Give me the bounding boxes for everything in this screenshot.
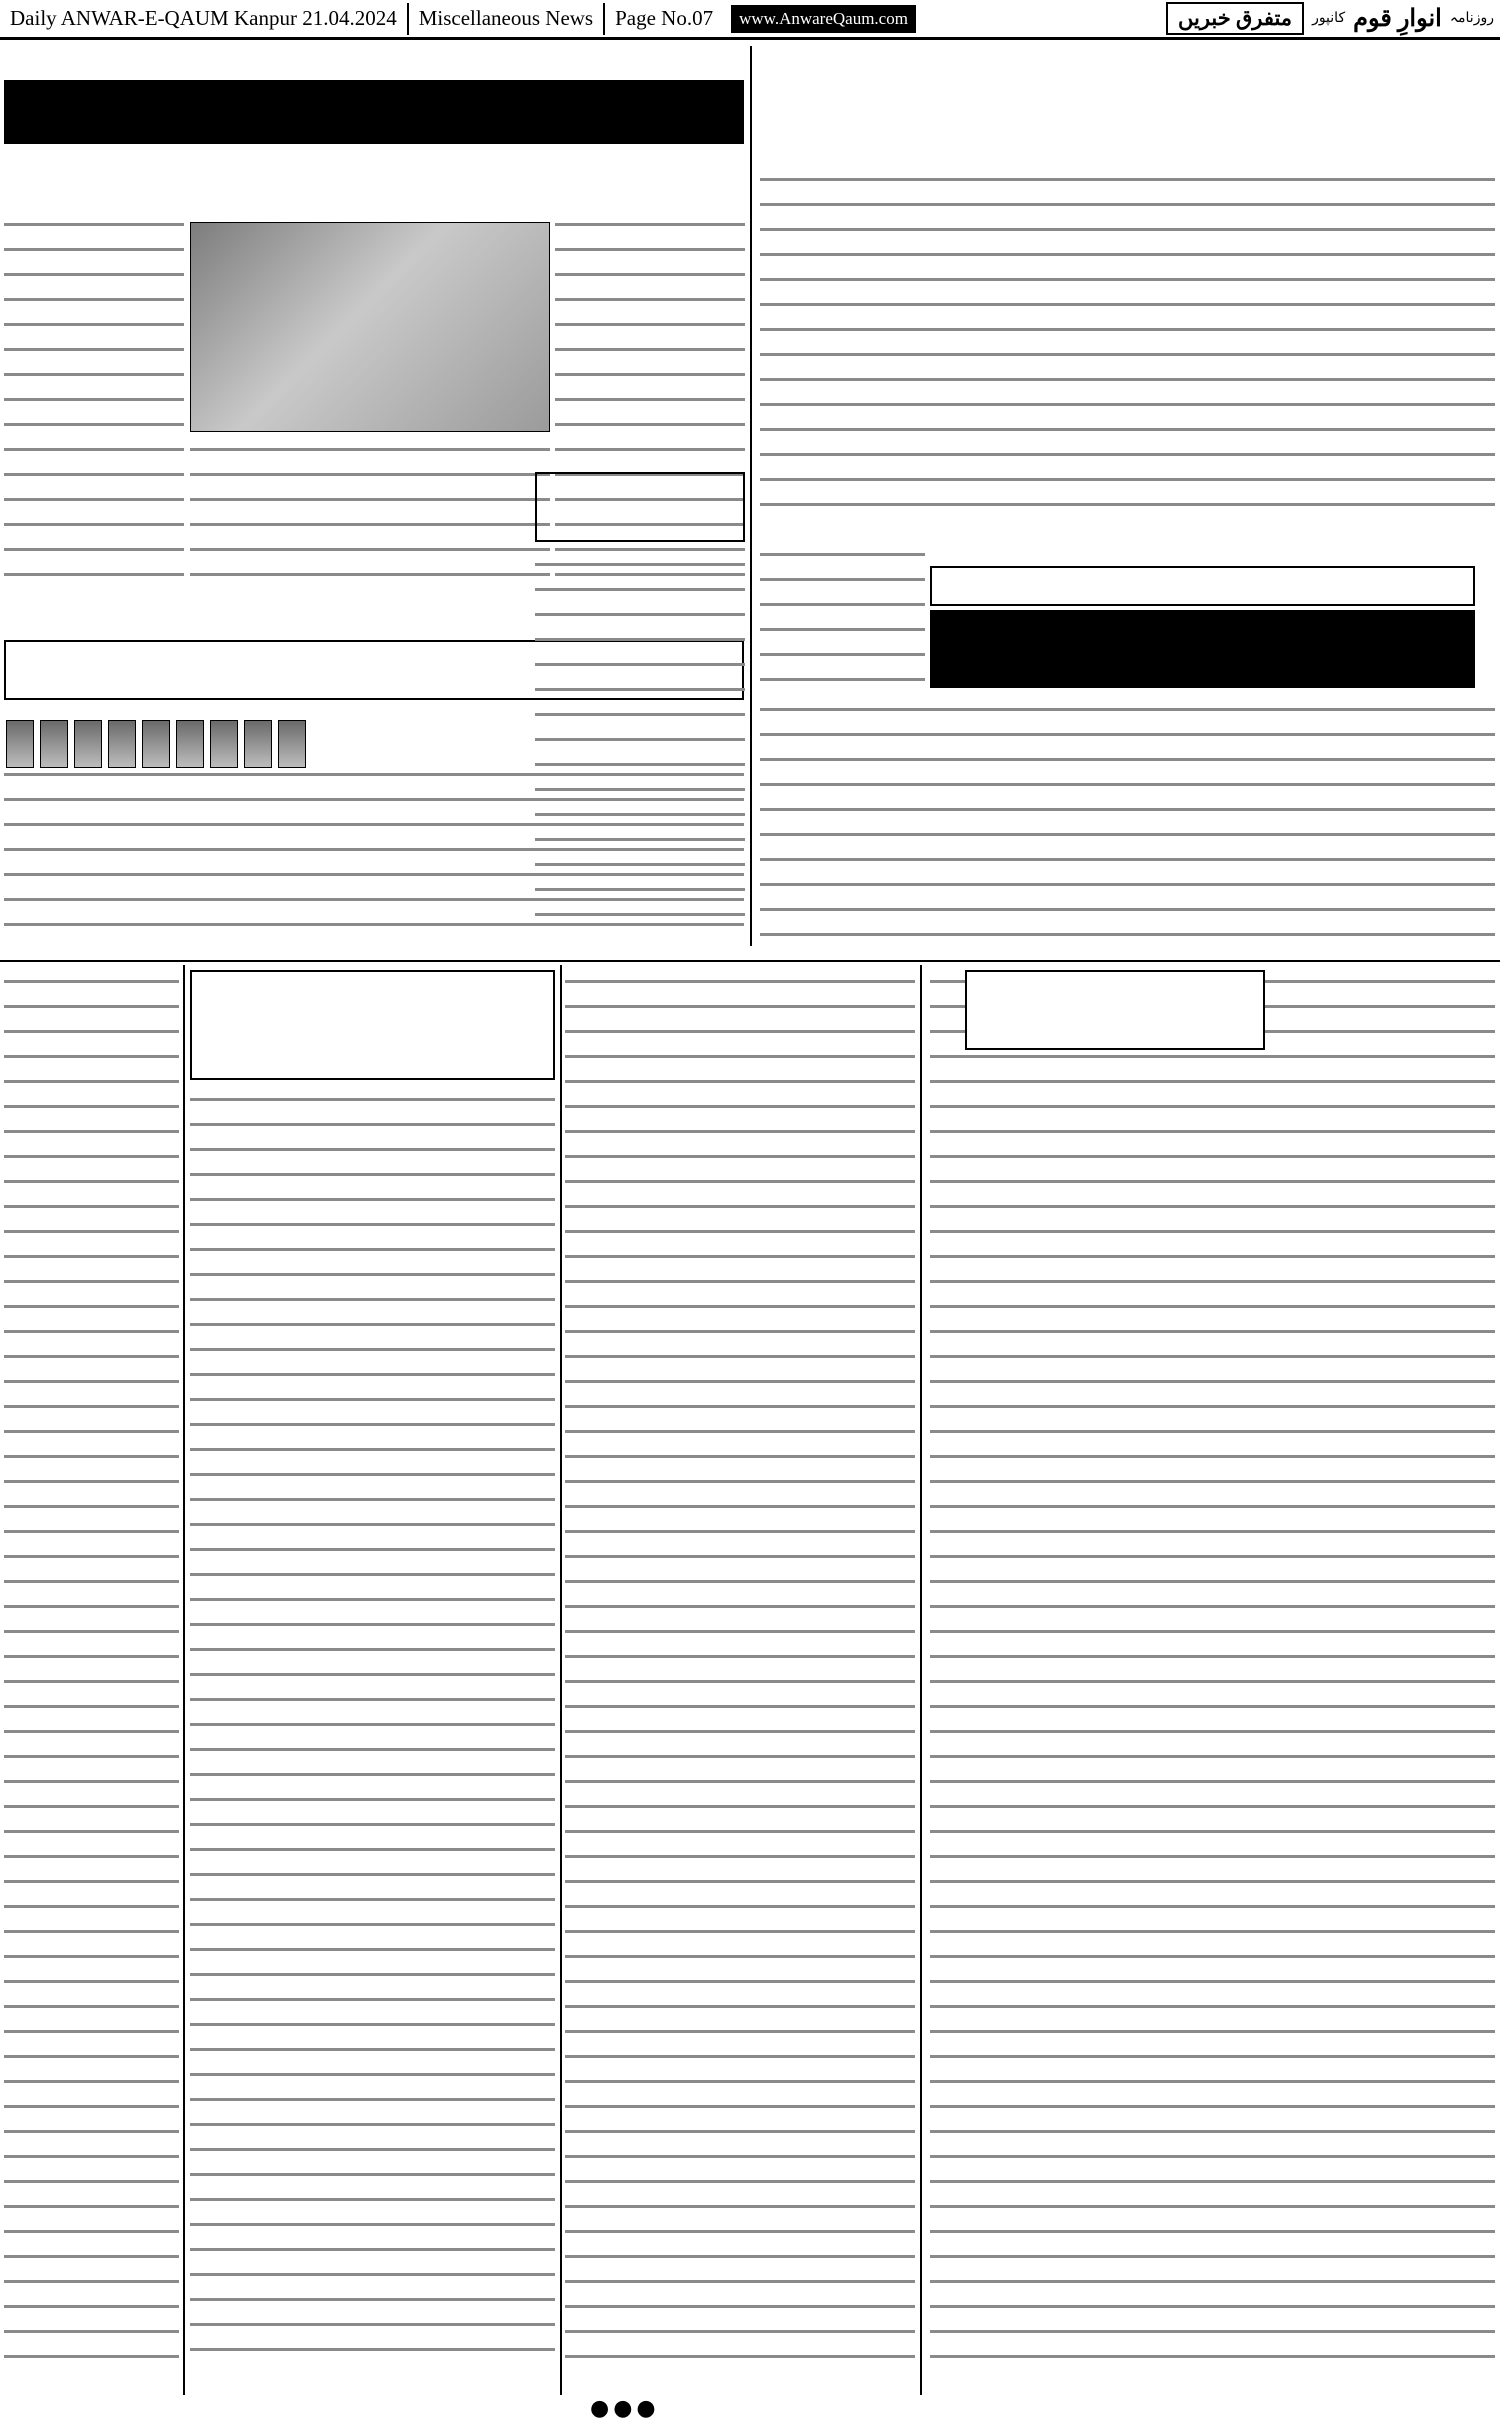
civil-service-body-3 <box>4 215 184 595</box>
madrasa-column <box>4 970 179 2390</box>
masthead <box>0 0 1500 40</box>
bus-story-body <box>760 700 1495 950</box>
section-title-ur: متفرق خبریں <box>1166 2 1304 35</box>
afsana-column <box>930 970 1495 2390</box>
column-rule <box>560 965 562 2395</box>
page-number: Page No.07 <box>615 6 714 30</box>
bus-story-headline <box>930 610 1475 688</box>
column-rule <box>750 46 752 946</box>
novel-column <box>190 1090 555 2390</box>
civil-service-headline <box>4 80 744 144</box>
lead-story-continued <box>760 545 925 695</box>
website-link[interactable]: www.AnwareQaum.com <box>731 5 916 33</box>
section-title-en: Miscellaneous News <box>418 6 594 30</box>
secular-body <box>535 555 745 955</box>
afsana-continued-column <box>565 970 915 2390</box>
brand-prefix: روزنامہ <box>1449 11 1494 26</box>
lead-story-body <box>760 170 1495 540</box>
secular-headline <box>535 472 745 542</box>
footer-ornament: ●●● <box>590 2396 660 2421</box>
brand-name: انوارِ قوم <box>1353 6 1442 32</box>
award-photo <box>190 222 550 432</box>
afsana-headline <box>965 970 1265 1050</box>
date-line: Daily ANWAR-E-QAUM Kanpur 21.04.2024 <box>10 6 397 30</box>
section-rule <box>0 960 1500 962</box>
bus-story-subhead <box>930 566 1475 606</box>
column-rule <box>183 965 185 2395</box>
novel-headline <box>190 970 555 1080</box>
column-rule <box>920 965 922 2395</box>
civil-service-body-2 <box>190 440 550 600</box>
brand-block <box>1166 2 1494 35</box>
brand-city: کانپور <box>1312 11 1346 26</box>
